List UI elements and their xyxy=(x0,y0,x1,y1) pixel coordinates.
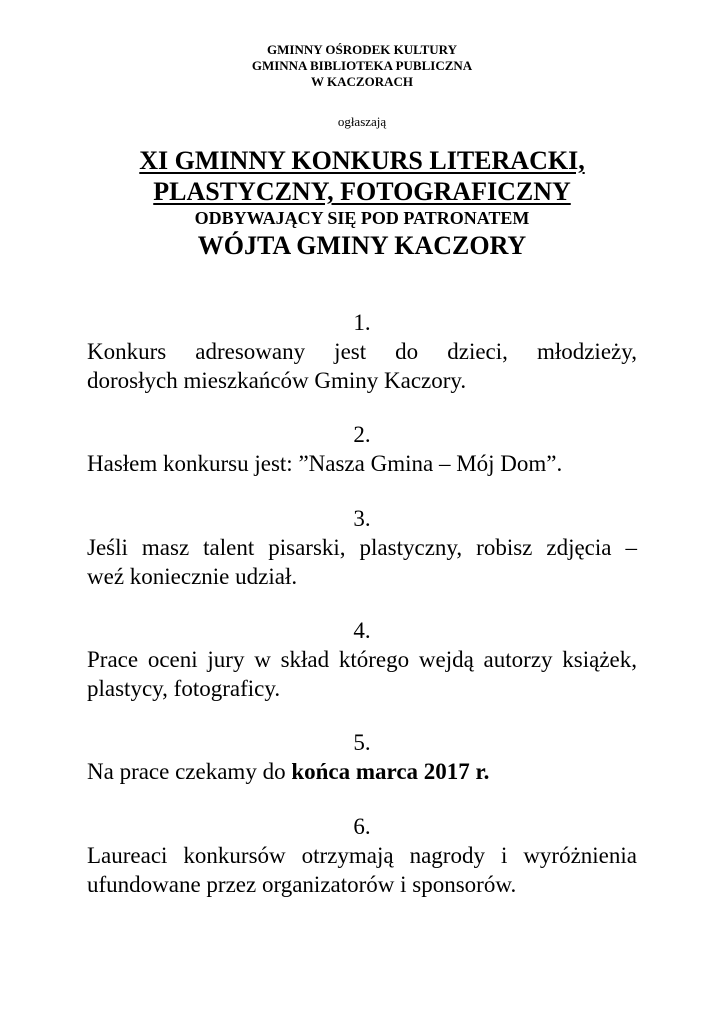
section-number: 3. xyxy=(353,506,371,531)
section-5 xyxy=(87,728,637,786)
announce-text: ogłaszają xyxy=(337,114,387,129)
organizer-header xyxy=(0,42,724,90)
section-number: 4. xyxy=(353,618,371,643)
title-line-1: XI GMINNY KONKURS LITERACKI, xyxy=(139,146,585,175)
contest-title xyxy=(0,145,724,263)
organizer-line-2: GMINNA BIBLIOTEKA PUBLICZNA xyxy=(251,58,473,73)
section-4 xyxy=(87,616,637,703)
section-number: 1. xyxy=(353,310,371,335)
section-text-line-1: Prace oceni jury w skład którego wejdą autorzy książek, xyxy=(87,647,637,672)
organizer-line-3: W KACZORACH xyxy=(311,74,413,89)
title-line-3: ODBYWAJĄCY SIĘ POD PATRONATEM xyxy=(194,208,530,228)
title-line-2: PLASTYCZNY, FOTOGRAFICZNY xyxy=(153,177,571,206)
section-number: 6. xyxy=(353,814,371,839)
section-text-line-1: Jeśli masz talent pisarski, plastyczny, robisz zdjęcia – xyxy=(87,535,637,560)
section-2 xyxy=(87,420,637,478)
section-6 xyxy=(87,812,637,899)
section-text-line-2: weź koniecznie udział. xyxy=(87,564,298,589)
section-number: 5. xyxy=(353,730,371,755)
section-text-line-1 xyxy=(87,757,637,786)
section-text-line-2: ufundowane przez organizatorów i sponsorów. xyxy=(87,872,517,897)
section-3 xyxy=(87,504,637,591)
organizer-line-1: GMINNY OŚRODEK KULTURY xyxy=(267,42,457,57)
section-text-line-1: Konkurs adresowany jest do dzieci, młodzieży, xyxy=(87,339,637,364)
section-text-line-2: dorosłych mieszkańców Gminy Kaczory. xyxy=(87,368,467,393)
section-number: 2. xyxy=(353,422,371,447)
section-1 xyxy=(87,308,637,395)
title-line-4: WÓJTA GMINY KACZORY xyxy=(197,231,527,260)
deadline-intro-text: Na prace czekamy do xyxy=(87,759,292,784)
section-text-line-2: plastycy, fotograficy. xyxy=(87,676,281,701)
deadline-date-text: końca marca 2017 r. xyxy=(291,759,490,784)
section-text-line-1: Hasłem konkursu jest: ”Nasza Gmina – Mój Dom”. xyxy=(87,451,563,476)
section-text-line-1: Laureaci konkursów otrzymają nagrody i wyróżnienia xyxy=(87,843,637,868)
